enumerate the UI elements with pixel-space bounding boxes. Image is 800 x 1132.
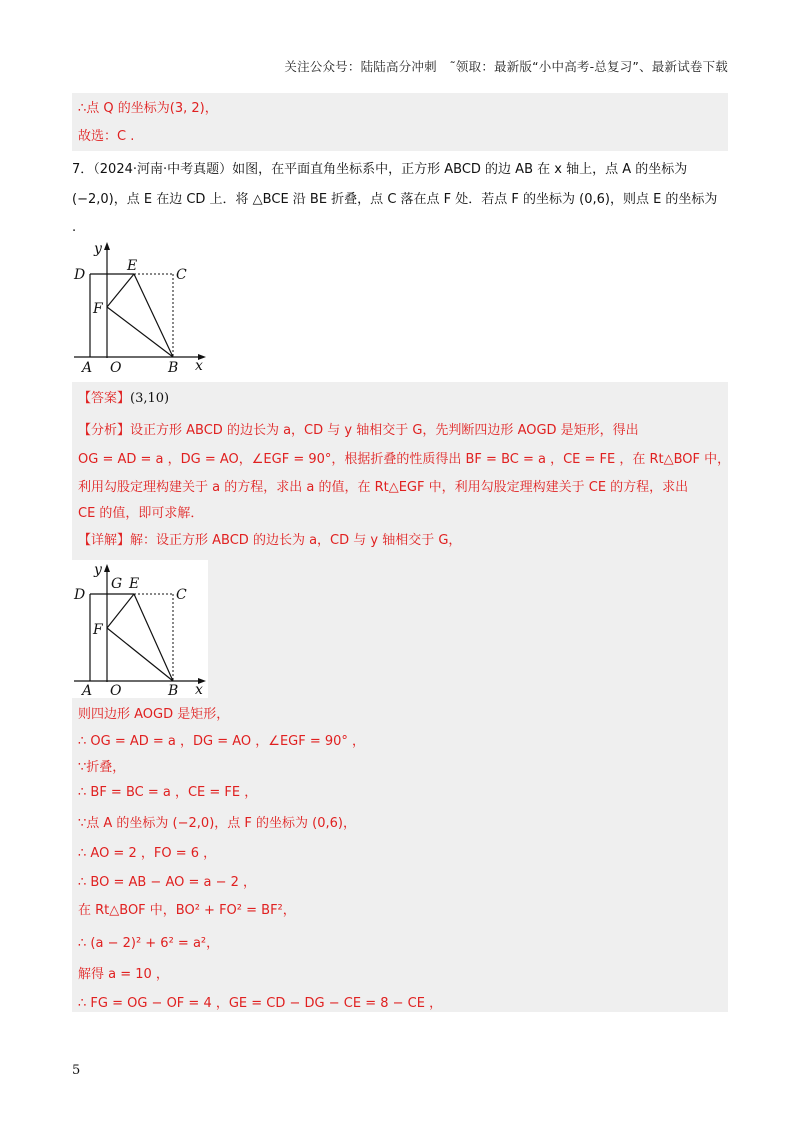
label-y: y bbox=[94, 241, 102, 257]
page-header: 关注公众号：陆陆高分冲刺 ˜领取：最新版“小中高考-总复习”、最新试卷下载 bbox=[284, 59, 728, 74]
label2-B: B bbox=[168, 683, 179, 698]
prev-solution-choice: 故选：C . bbox=[78, 129, 135, 144]
analysis-tag: 【分析】 bbox=[78, 423, 131, 438]
label2-D: D bbox=[74, 587, 86, 603]
label2-O: O bbox=[110, 683, 122, 698]
label2-A: A bbox=[82, 683, 93, 698]
label-B: B bbox=[168, 360, 179, 376]
label-x: x bbox=[195, 358, 203, 374]
analysis-text-1: 设正方形 ABCD 的边长为 a，CD 与 y 轴相交于 G，先判断四边形 AOGD 是矩形，得出 bbox=[130, 423, 639, 438]
label-E: E bbox=[127, 258, 138, 274]
solution-step: ∴ AO = 2 ，FO = 6 ， bbox=[78, 846, 217, 861]
answer-tag: 【答案】 bbox=[78, 391, 131, 406]
detail-tag: 【详解】 bbox=[78, 533, 131, 548]
label2-F: F bbox=[93, 622, 103, 638]
analysis-line-4: CE 的值，即可求解． bbox=[78, 506, 204, 521]
answer-value: (3,10) bbox=[130, 391, 170, 406]
solution-step: ∴ BO = AB − AO = a − 2 ， bbox=[78, 875, 257, 890]
label2-C: C bbox=[176, 587, 187, 603]
solution-step: ∴ (a − 2)² + 6² = a²， bbox=[78, 936, 220, 951]
label-O: O bbox=[110, 360, 122, 376]
label2-G: G bbox=[111, 576, 123, 592]
solution-step: ∴ BF = BC = a ，CE = FE ， bbox=[78, 785, 258, 800]
solution-step: ∵折叠， bbox=[78, 760, 126, 775]
question-figure bbox=[72, 236, 212, 376]
analysis-line-2: OG = AD = a ，DG = AO，∠EGF = 90°，根据折叠的性质得出 BF = BC = a ，CE = FE ，在 Rt△BOF 中， bbox=[78, 452, 731, 467]
detail-text: 解：设正方形 ABCD 的边长为 a，CD 与 y 轴相交于 G， bbox=[130, 533, 462, 548]
prev-solution-line: ∴点 Q 的坐标为(3, 2)， bbox=[78, 101, 218, 116]
solution-step: ∴ OG = AD = a ，DG = AO ，∠EGF = 90° ， bbox=[78, 734, 366, 749]
solution-figure bbox=[72, 558, 212, 698]
label2-x: x bbox=[195, 682, 203, 698]
detail-line bbox=[78, 531, 461, 551]
solution-step: 解得 a = 10 ， bbox=[78, 967, 169, 982]
label-D: D bbox=[74, 267, 86, 283]
question-line-1: 7．（2024·河南·中考真题）如图，在平面直角坐标系中，正方形 ABCD 的边 AB 在 x 轴上，点 A 的坐标为 bbox=[72, 162, 688, 177]
label-C: C bbox=[176, 267, 187, 283]
label2-E: E bbox=[129, 576, 140, 592]
label2-y: y bbox=[94, 562, 102, 578]
solution-step: ∵点 A 的坐标为 (−2,0)，点 F 的坐标为 (0,6)， bbox=[78, 816, 356, 831]
label-A: A bbox=[82, 360, 93, 376]
question-line-2: (−2,0)，点 E 在边 CD 上．将 △BCE 沿 BE 折叠，点 C 落在点 F 处．若点 F 的坐标为 (0,6)，则点 E 的坐标为 bbox=[72, 192, 718, 207]
question-line-3: . bbox=[72, 220, 77, 235]
label-F: F bbox=[93, 301, 103, 317]
answer-line bbox=[78, 389, 169, 409]
analysis-line-3: 利用勾股定理构建关于 a 的方程，求出 a 的值，在 Rt△EGF 中，利用勾股定理构建关于 CE 的方程，求出 bbox=[78, 480, 689, 495]
analysis-line-1 bbox=[78, 421, 639, 441]
solution-step: 则四边形 AOGD 是矩形， bbox=[78, 707, 230, 722]
page-number: 5 bbox=[72, 1063, 81, 1078]
solution-step: ∴ FG = OG − OF = 4 ，GE = CD − DG − CE = 8 − CE ， bbox=[78, 996, 443, 1011]
solution-step: 在 Rt△BOF 中，BO² + FO² = BF²， bbox=[78, 903, 296, 918]
